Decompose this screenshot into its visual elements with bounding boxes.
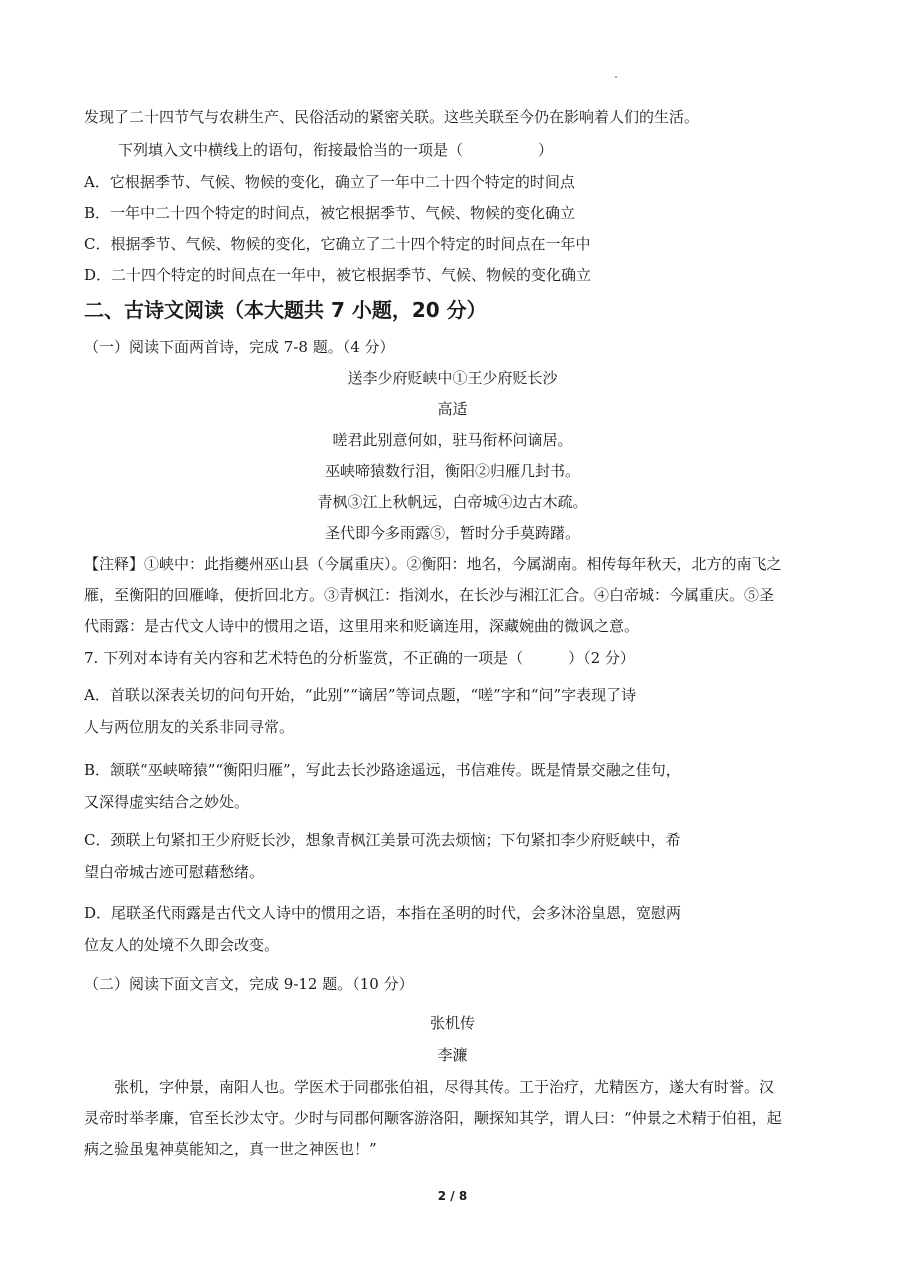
question-6-option-c: C．根据季节、气候、物候的变化，它确立了二十四个特定的时间点在一年中 xyxy=(84,235,591,253)
poem-line: 圣代即今多雨露⑤，暂时分手莫踌躇。 xyxy=(324,524,580,542)
part-1-intro: （一）阅读下面两首诗，完成 7-8 题。（4 分） xyxy=(84,338,395,356)
question-6-option-a: A．它根据季节、气候、物候的变化，确立了一年中二十四个特定的时间点 xyxy=(84,173,575,191)
question-7-option-d-cont: 位友人的处境不久即会改变。 xyxy=(84,936,280,954)
poem-line: 巫峡啼猿数行泪，衡阳②归雁几封书。 xyxy=(324,462,580,480)
question-7-option-b-cont: 又深得虚实结合之妙处。 xyxy=(84,793,250,811)
poem-line: 青枫③江上秋帆远，白帝城④边古木疏。 xyxy=(317,493,588,511)
question-7-option-c-cont: 望白帝城古迹可慰藉愁绪。 xyxy=(84,863,265,881)
passage-tail: 发现了二十四节气与农耕生产、民俗活动的紧密关联。这些关联至今仍在影响着人们的生活。 xyxy=(84,108,700,126)
question-7-option-c: C．颈联上句紧扣王少府贬长沙，想象青枫江美景可洗去烦恼；下句紧扣李少府贬峡中，希 xyxy=(84,831,681,849)
question-7-option-a: A．首联以深表关切的问句开始，“此别”“谪居”等词点题，“嗟”字和“问”字表现了诗 xyxy=(84,686,637,704)
notes-line: 【注释】①峡中：此指夔州巫山县（今属重庆）。②衡阳：地名，今属湖南。相传每年秋天，北方的南飞之 xyxy=(84,555,782,573)
question-6-prompt: 下列填入文中横线上的语句，衔接最恰当的一项是（ ） xyxy=(118,141,554,159)
prose-title: 张机传 xyxy=(429,1014,475,1032)
question-7-option-a-cont: 人与两位朋友的关系非同寻常。 xyxy=(84,718,295,736)
question-7-prompt: 7. 下列对本诗有关内容和艺术特色的分析鉴赏，不正确的一项是（ ）（2 分） xyxy=(84,649,635,667)
prose-line: 病之验虽鬼神莫能知之，真一世之神医也！” xyxy=(84,1140,377,1158)
poem-title: 送李少府贬峡中①王少府贬长沙 xyxy=(347,369,558,387)
page-number: 2 / 8 xyxy=(437,1189,468,1203)
prose-line: 灵帝时举孝廉，官至长沙太守。少时与同郡何颙客游洛阳，颙探知其学，谓人曰：“仲景之术精于伯祖，起 xyxy=(84,1109,782,1127)
notes-line: 代雨露：是古代文人诗中的惯用之语，这里用来和贬谪连用，深藏婉曲的微讽之意。 xyxy=(84,617,640,635)
question-6-option-b: B．一年中二十四个特定的时间点，被它根据季节、气候、物候的变化确立 xyxy=(84,204,576,222)
prose-author: 李濂 xyxy=(437,1046,468,1064)
question-7-option-d: D．尾联圣代雨露是古代文人诗中的惯用之语，本指在圣明的时代，会多沐浴皇恩，宽慰两 xyxy=(84,904,682,922)
section-heading: 二、古诗文阅读（本大题共 7 小题，20 分） xyxy=(84,298,487,322)
part-2-intro: （二）阅读下面文言文，完成 9-12 题。（10 分） xyxy=(84,975,414,993)
notes-line: 雁，至衡阳的回雁峰，便折回北方。③青枫江：指浏水，在长沙与湘江汇合。④白帝城：今属重庆。⑤圣 xyxy=(84,586,775,604)
speck-mark xyxy=(615,76,617,78)
prose-line: 张机，字仲景，南阳人也。学医术于同郡张伯祖，尽得其传。工于治疗，尤精医方，遂大有时誉。汉 xyxy=(114,1078,775,1096)
question-7-option-b: B．颔联“巫峡啼猿”“衡阳归雁”，写此去长沙路途遥远，书信难传。既是情景交融之佳句， xyxy=(84,761,681,779)
question-6-option-d: D．二十四个特定的时间点在一年中，被它根据季节、气候、物候的变化确立 xyxy=(84,266,592,284)
poem-line: 嗟君此别意何如，驻马衔杯问谪居。 xyxy=(332,431,573,449)
poem-author: 高适 xyxy=(437,400,468,418)
